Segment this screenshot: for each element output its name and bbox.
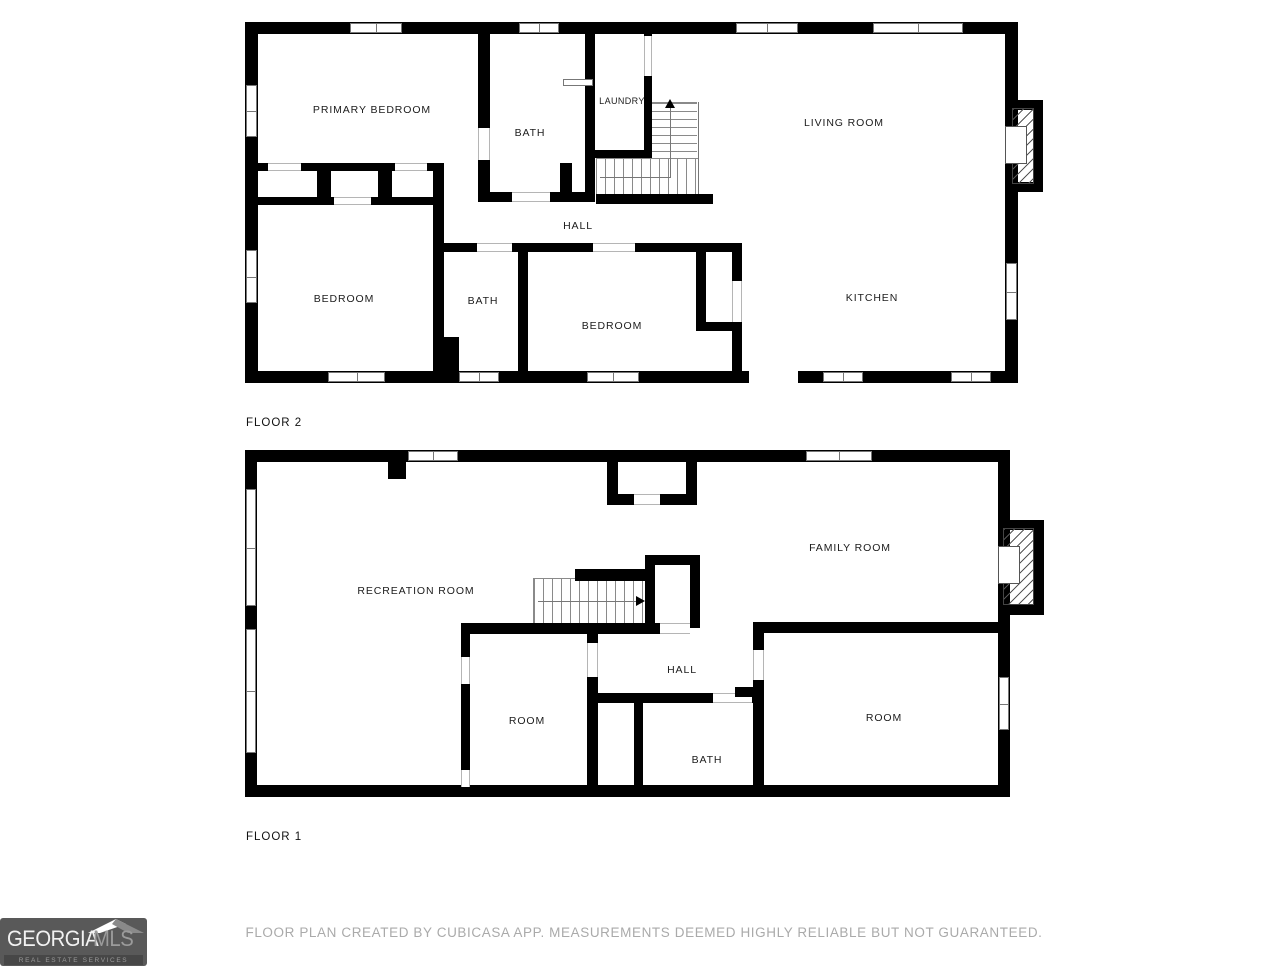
window	[246, 629, 256, 753]
wall-segment	[753, 680, 764, 785]
room-label-living-room: LIVING ROOM	[804, 117, 884, 129]
wall-segment	[462, 623, 660, 634]
room-label-recreation-room: RECREATION ROOM	[357, 585, 475, 597]
door-opening	[461, 657, 470, 684]
floor2-label: FLOOR 2	[246, 417, 303, 429]
wall-segment	[634, 700, 643, 785]
room-label-bath-lower: BATH	[467, 295, 499, 307]
wall-segment	[660, 494, 697, 505]
wall-segment	[461, 684, 470, 770]
room-label-hall-floor1: HALL	[667, 664, 697, 676]
room-label-bath-top: BATH	[514, 127, 546, 139]
window	[806, 451, 872, 461]
stair-direction-arrow-icon	[636, 596, 645, 606]
wall-segment	[998, 605, 1042, 615]
wall-segment	[575, 569, 648, 581]
wall-segment	[607, 494, 634, 505]
wall-segment	[755, 622, 1003, 633]
disclaimer-text: FLOOR PLAN CREATED BY CUBICASA APP. MEASUREMENTS DEEMED HIGHLY RELIABLE BUT NOT GUARANTEED.	[245, 925, 1043, 940]
logo-brand-secondary: MLS	[93, 926, 134, 951]
door-opening	[461, 770, 470, 787]
wall-segment	[753, 622, 764, 650]
wall-segment	[245, 450, 1010, 462]
wall-segment	[245, 785, 1010, 797]
wall-segment	[735, 687, 755, 697]
floor1-label: FLOOR 1	[246, 831, 303, 843]
door-opening	[660, 623, 690, 634]
logo-tagline: REAL ESTATE SERVICES	[18, 956, 129, 964]
window	[408, 451, 458, 461]
room-label-room-left: ROOM	[508, 715, 546, 727]
wall-segment	[587, 623, 598, 643]
door-opening	[753, 650, 764, 680]
door-opening	[634, 494, 660, 505]
wall-segment	[1034, 520, 1044, 615]
window	[246, 489, 256, 606]
wall-segment	[461, 623, 470, 657]
logo-brand-primary: GEORGIA	[7, 926, 99, 951]
wall-segment	[690, 555, 700, 628]
window	[999, 677, 1009, 730]
fireplace-firebox	[998, 546, 1020, 584]
logo-tagline-band	[4, 955, 143, 965]
room-label-bedroom-middle: BEDROOM	[581, 320, 643, 332]
room-label-family-room: FAMILY ROOM	[809, 542, 891, 554]
room-label-bath-floor1: BATH	[691, 754, 723, 766]
georgia-mls-logo	[0, 918, 147, 966]
wall-segment	[587, 693, 713, 703]
stair-direction-line	[538, 601, 636, 602]
room-label-laundry: LAUNDRY	[599, 96, 645, 106]
door-opening	[587, 643, 598, 677]
room-label-primary-bedroom: PRIMARY BEDROOM	[312, 104, 432, 116]
room-label-room-right: ROOM	[865, 712, 903, 724]
room-label-bedroom-left: BEDROOM	[313, 293, 375, 305]
wall-segment	[388, 462, 406, 479]
room-label-hall-floor2: HALL	[563, 220, 593, 232]
wall-segment	[645, 555, 655, 628]
room-label-kitchen: KITCHEN	[845, 292, 899, 304]
